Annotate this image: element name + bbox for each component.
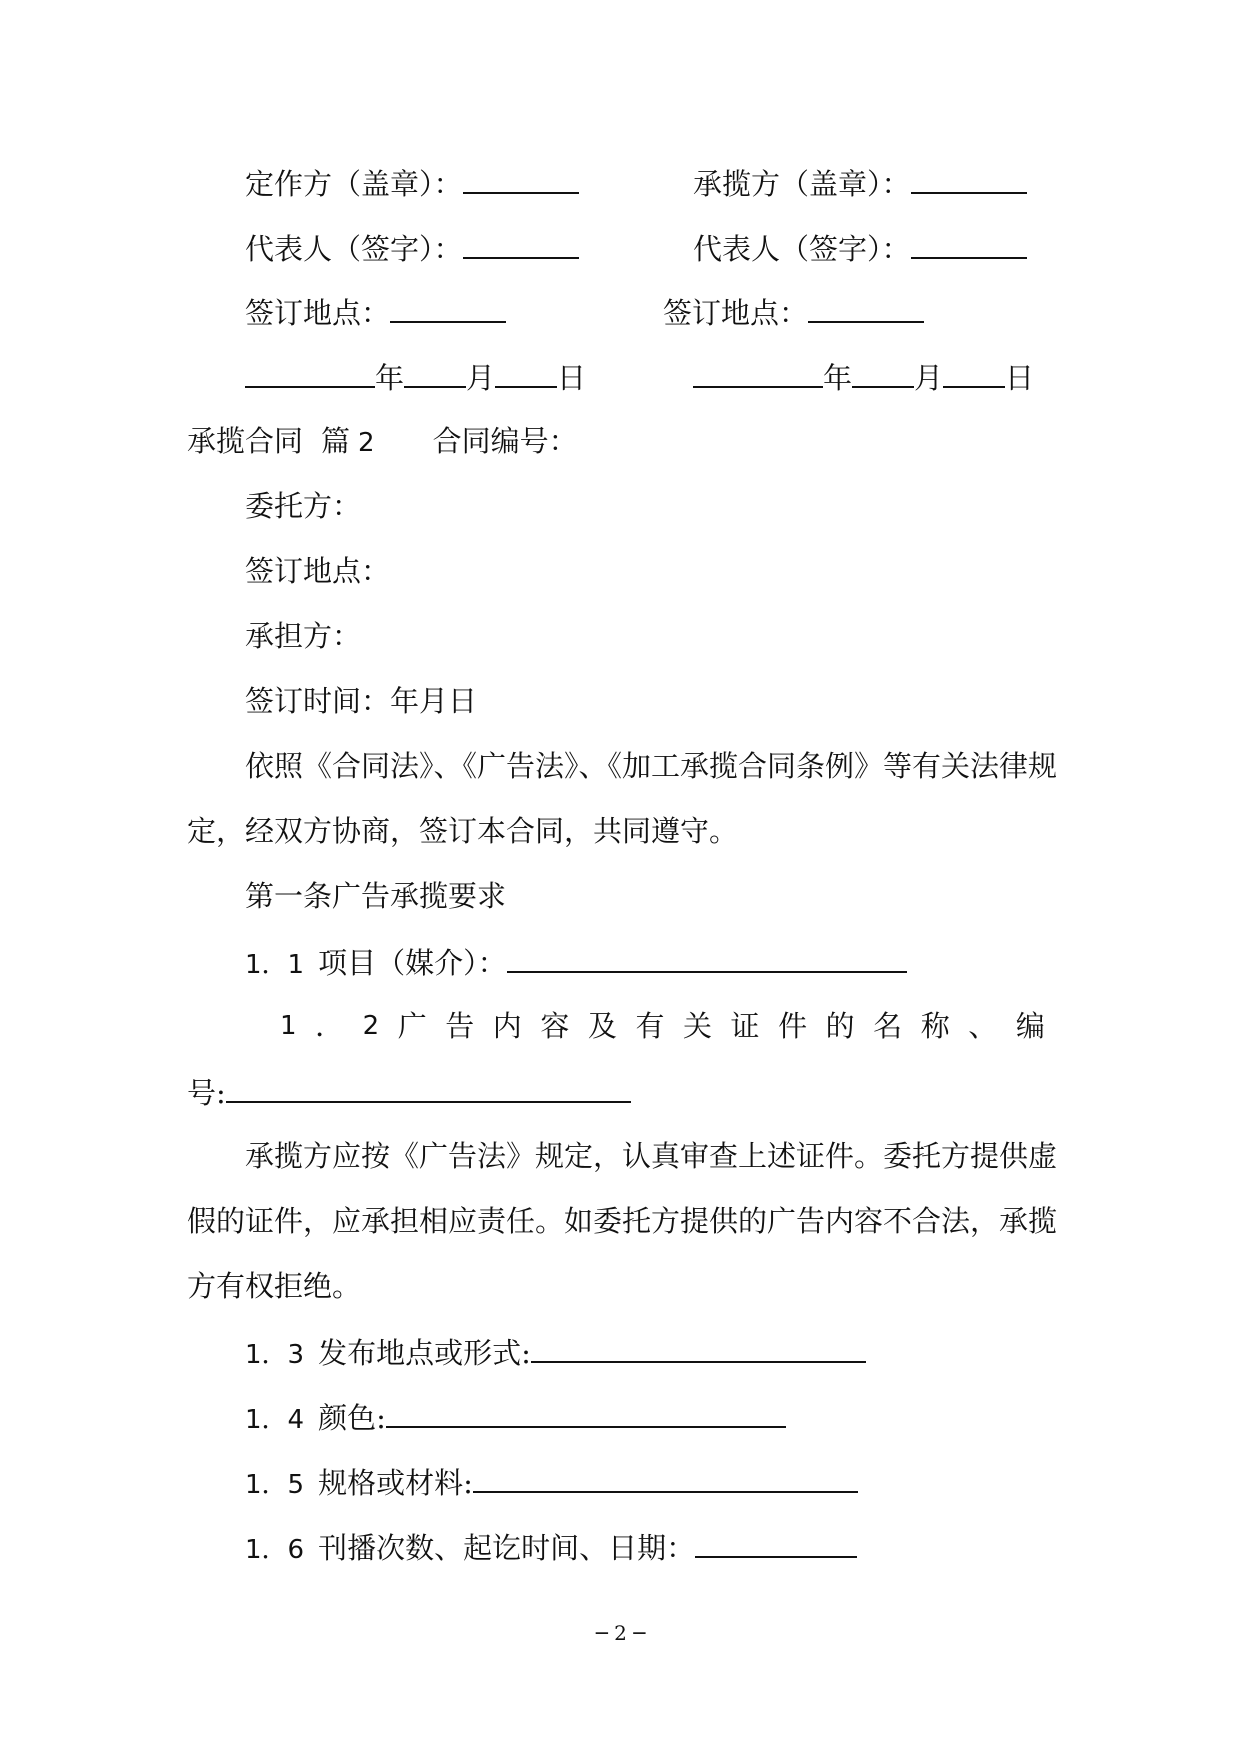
- client-place-line: [245, 291, 506, 331]
- item-1-6-number: 1．6: [245, 1535, 305, 1565]
- contractor-rep-blank: [911, 227, 1027, 259]
- item-1-2-char: ．: [315, 1009, 345, 1043]
- client-month-label: 月: [466, 361, 496, 395]
- review-line-1: 承揽方应按《广告法》规定，认真审查上述证件。委托方提供虚: [245, 1139, 1058, 1173]
- item-1-1-number: 1．1: [245, 950, 305, 980]
- client-stamp-line: [245, 162, 579, 202]
- item-1-2-char: 的: [825, 1009, 855, 1043]
- item-1-2-char: 容: [540, 1009, 570, 1043]
- item-1-3-number: 1．3: [245, 1340, 305, 1370]
- item-1-4-number: 1．4: [245, 1405, 305, 1435]
- contract-heading: [187, 421, 578, 461]
- article-1-title: 第一条广告承揽要求: [245, 879, 507, 913]
- page-number: ─ 2 ─: [595, 1621, 646, 1645]
- client-stamp-label: 定作方（盖章）：: [245, 167, 463, 201]
- review-line-2: 假的证件，应承担相应责任。如委托方提供的广告内容不合法，承揽: [187, 1204, 1058, 1238]
- contract-number-label: 合同编号：: [432, 424, 578, 458]
- contractor-date-line: [693, 356, 1034, 396]
- item-1-2-char: 及: [587, 1009, 617, 1043]
- contractor-party: 承担方：: [245, 619, 362, 653]
- item-1-6-label: 刊播次数、起讫时间、日期：: [318, 1531, 696, 1565]
- item-1-2-char: 有: [635, 1009, 665, 1043]
- item-1-2-blank: [226, 1071, 631, 1103]
- intro-line-1: 依照《合同法》、《广告法》、《加工承揽合同条例》等有关法律规: [245, 749, 1058, 783]
- item-1-4: [245, 1396, 786, 1436]
- item-1-2-char: 内: [492, 1009, 522, 1043]
- client-year-label: 年: [375, 361, 405, 395]
- contractor-stamp-blank: [911, 162, 1027, 194]
- intro-line-2: 定，经双方协商，签订本合同，共同遵守。: [187, 814, 739, 848]
- client-rep-blank: [463, 227, 579, 259]
- client-stamp-blank: [463, 162, 579, 194]
- item-1-2-char: 1: [280, 1011, 297, 1041]
- item-1-2-line: [280, 1006, 1045, 1046]
- contractor-year-label: 年: [823, 361, 853, 395]
- contractor-place-line: [663, 291, 924, 331]
- contractor-rep-line: [693, 227, 1027, 267]
- item-1-6-blank: [695, 1526, 857, 1558]
- item-1-2-char: 2: [362, 1011, 380, 1041]
- item-1-2-char: 、: [968, 1009, 998, 1043]
- contractor-month-blank: [852, 356, 914, 388]
- contract-title: 承揽合同: [187, 424, 304, 458]
- item-1-1-label: 项目（媒介）：: [318, 946, 507, 980]
- item-1-2-char: 编: [1015, 1009, 1045, 1043]
- item-1-2-char: 件: [778, 1009, 808, 1043]
- item-1-2-cont-label: 号:: [187, 1076, 226, 1110]
- chapter-number: 2: [358, 428, 375, 458]
- item-1-2-char: 广: [397, 1009, 427, 1043]
- client-party: 委托方：: [245, 489, 362, 523]
- item-1-2-char: 关: [682, 1009, 712, 1043]
- contractor-stamp-label: 承揽方（盖章）：: [693, 167, 911, 201]
- client-rep-line: [245, 227, 579, 267]
- contractor-day-blank: [943, 356, 1005, 388]
- item-1-2-char: 名: [873, 1009, 903, 1043]
- item-1-1: [245, 941, 907, 981]
- item-1-5-label: 规格或材料:: [318, 1466, 473, 1500]
- contractor-day-label: 日: [1005, 361, 1035, 395]
- item-1-4-label: 颜色:: [318, 1401, 386, 1435]
- item-1-3-label: 发布地点或形式:: [318, 1336, 531, 1370]
- client-month-blank: [404, 356, 466, 388]
- contractor-month-label: 月: [914, 361, 944, 395]
- client-day-label: 日: [557, 361, 587, 395]
- client-date-line: [245, 356, 586, 396]
- contractor-place-blank: [808, 291, 924, 323]
- item-1-4-blank: [386, 1396, 786, 1428]
- item-1-6: [245, 1526, 857, 1566]
- item-1-5-blank: [473, 1461, 858, 1493]
- item-1-2-char: 称: [920, 1009, 950, 1043]
- contractor-stamp-line: [693, 162, 1027, 202]
- item-1-3: [245, 1331, 866, 1371]
- signing-date: 签订时间：年月日: [245, 684, 478, 718]
- client-day-blank: [495, 356, 557, 388]
- contractor-year-blank: [693, 356, 823, 388]
- item-1-2-continued: [187, 1071, 631, 1111]
- item-1-5-number: 1．5: [245, 1470, 305, 1500]
- item-1-3-blank: [531, 1331, 866, 1363]
- item-1-1-blank: [507, 941, 907, 973]
- client-rep-label: 代表人（签字）：: [245, 232, 463, 266]
- signing-place: 签订地点：: [245, 554, 391, 588]
- item-1-2-char: 告: [445, 1009, 475, 1043]
- client-place-label: 签订地点：: [245, 296, 391, 330]
- item-1-5: [245, 1461, 858, 1501]
- contractor-rep-label: 代表人（签字）：: [693, 232, 911, 266]
- item-1-2-char: 证: [730, 1009, 760, 1043]
- review-line-3: 方有权拒绝。: [187, 1269, 362, 1303]
- client-year-blank: [245, 356, 375, 388]
- client-place-blank: [390, 291, 506, 323]
- chapter-prefix: 篇: [321, 424, 351, 458]
- contractor-place-label: 签订地点：: [663, 296, 809, 330]
